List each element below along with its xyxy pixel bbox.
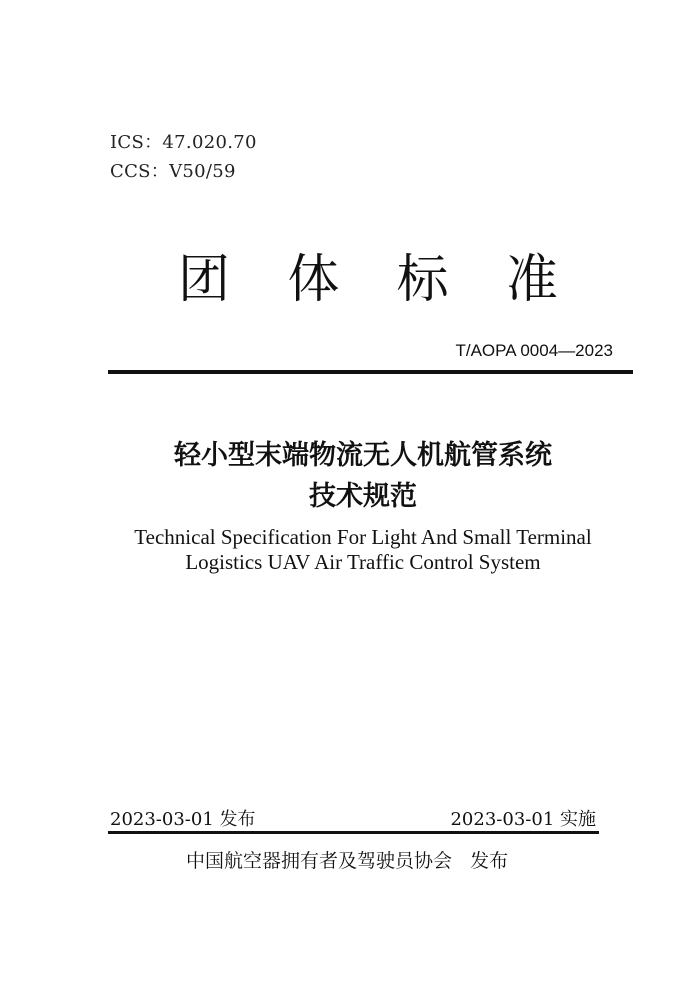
category-char: 标 — [396, 250, 449, 310]
issue-date: 2023-03-01 发布 — [110, 809, 256, 830]
category-char: 准 — [505, 250, 558, 310]
ics-code: ICS：47.020.70 — [110, 132, 257, 153]
standard-number: T/AOPA 0004—2023 — [455, 341, 613, 360]
category-char: 团 — [178, 250, 231, 310]
english-title-line-1: Technical Specification For Light And Small Terminal — [134, 525, 592, 549]
publisher: 中国航空器拥有者及驾驶员协会 发布 — [186, 850, 509, 872]
ccs-code: CCS：V50/59 — [110, 161, 236, 182]
bottom-divider — [108, 831, 599, 834]
chinese-title-line-1: 轻小型末端物流无人机航管系统 — [174, 440, 552, 471]
top-divider — [108, 370, 633, 374]
category-char: 体 — [287, 250, 340, 310]
implementation-date: 2023-03-01 实施 — [450, 809, 596, 830]
english-title-line-2: Logistics UAV Air Traffic Control System — [185, 550, 541, 574]
standard-category-heading — [178, 244, 558, 316]
chinese-title-line-2: 技术规范 — [309, 481, 417, 512]
